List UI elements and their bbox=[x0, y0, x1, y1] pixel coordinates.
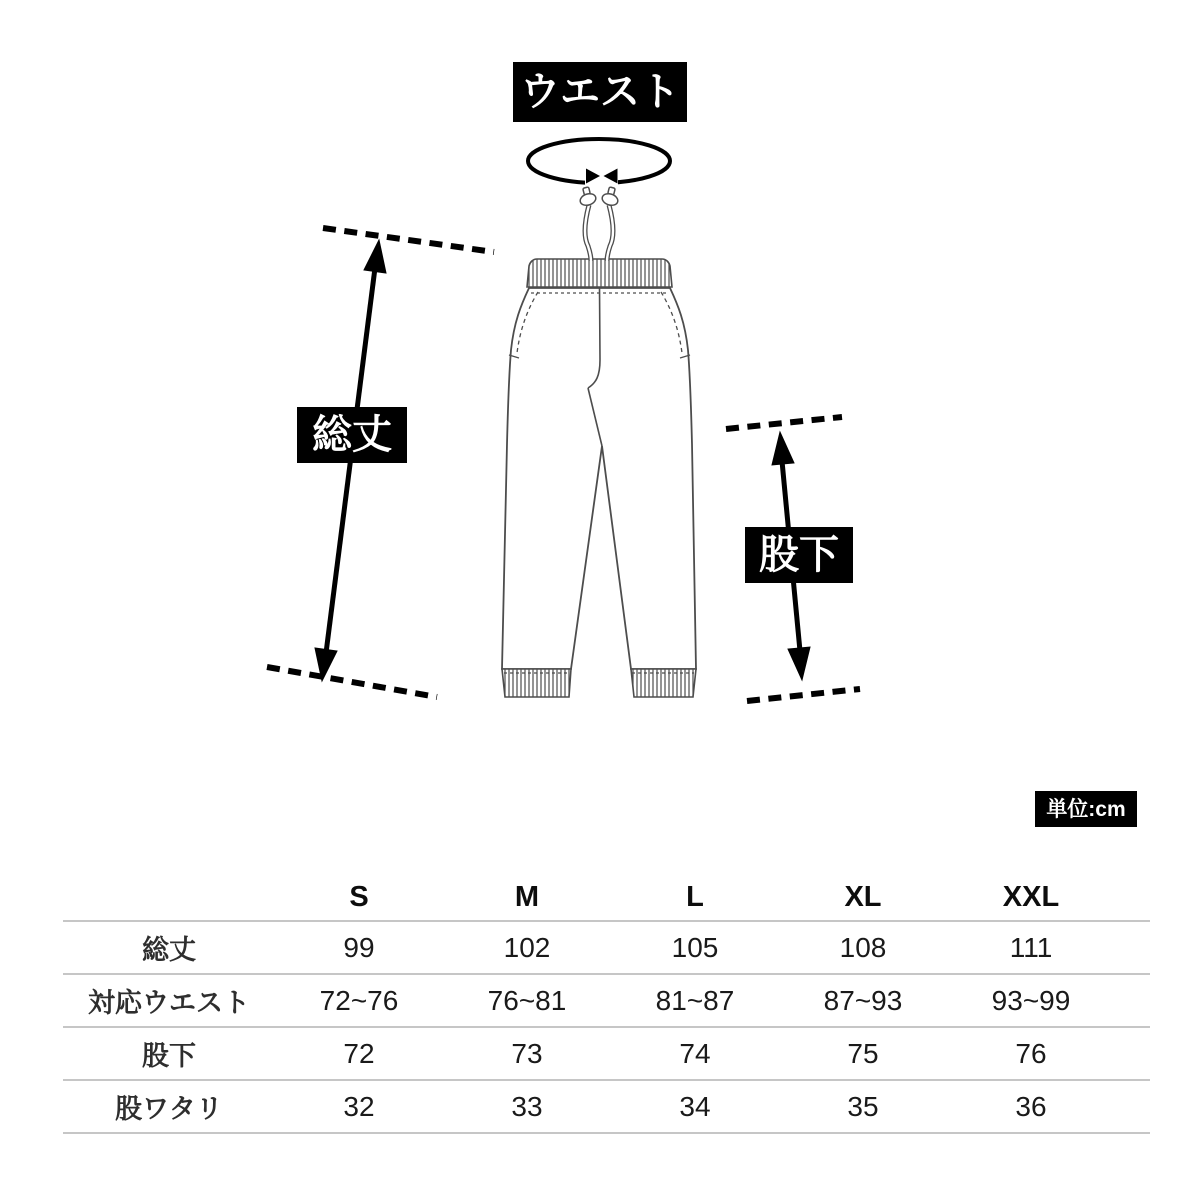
spacer-cell bbox=[1115, 921, 1150, 974]
table-cell: 74 bbox=[611, 1027, 779, 1080]
row-label: 総丈 bbox=[63, 921, 275, 974]
drawstring bbox=[579, 187, 620, 261]
spacer-cell bbox=[1115, 874, 1150, 921]
table-cell: 75 bbox=[779, 1027, 947, 1080]
table-cell: 111 bbox=[947, 921, 1115, 974]
waist-label: ウエスト bbox=[513, 62, 687, 122]
table-cell: 81~87 bbox=[611, 974, 779, 1027]
table-row-fit-waist bbox=[63, 974, 1150, 1027]
table-row-thigh-width bbox=[63, 1080, 1150, 1133]
row-label: 股ワタリ bbox=[63, 1080, 275, 1133]
table-row-total-length bbox=[63, 921, 1150, 974]
size-header-row bbox=[63, 874, 1150, 921]
row-label: 対応ウエスト bbox=[63, 974, 275, 1027]
table-cell: 102 bbox=[443, 921, 611, 974]
table-cell: 35 bbox=[779, 1080, 947, 1133]
table-cell: 76~81 bbox=[443, 974, 611, 1027]
spacer-cell bbox=[1115, 1080, 1150, 1133]
table-cell: 72~76 bbox=[275, 974, 443, 1027]
total-length-top-extension bbox=[323, 228, 494, 252]
table-cell: 105 bbox=[611, 921, 779, 974]
drawstring-aglets bbox=[579, 187, 620, 207]
table-cell: 87~93 bbox=[779, 974, 947, 1027]
table-cell: 73 bbox=[443, 1027, 611, 1080]
waistband bbox=[527, 259, 672, 287]
size-col-s: S bbox=[275, 874, 443, 921]
row-label: 股下 bbox=[63, 1027, 275, 1080]
corner-cell bbox=[63, 874, 275, 921]
table-cell: 108 bbox=[779, 921, 947, 974]
table-cell: 76 bbox=[947, 1027, 1115, 1080]
size-col-m: M bbox=[443, 874, 611, 921]
size-col-xxl: XXL bbox=[947, 874, 1115, 921]
table-cell: 32 bbox=[275, 1080, 443, 1133]
spacer-cell bbox=[1115, 1027, 1150, 1080]
total-length-label: 総丈 bbox=[297, 407, 407, 463]
table-cell: 33 bbox=[443, 1080, 611, 1133]
size-table bbox=[63, 874, 1150, 1134]
size-col-l: L bbox=[611, 874, 779, 921]
table-cell: 72 bbox=[275, 1027, 443, 1080]
spacer-cell bbox=[1115, 974, 1150, 1027]
pants-body bbox=[502, 286, 696, 669]
size-col-xl: XL bbox=[779, 874, 947, 921]
table-cell: 99 bbox=[275, 921, 443, 974]
inseam-top-extension bbox=[726, 417, 842, 429]
unit-badge: 単位:cm bbox=[1035, 791, 1137, 827]
inseam-label: 股下 bbox=[745, 527, 853, 583]
table-row-inseam bbox=[63, 1027, 1150, 1080]
inseam-bottom-extension bbox=[747, 689, 860, 701]
leg-cuffs bbox=[502, 669, 696, 697]
total-length-bottom-extension bbox=[267, 667, 437, 697]
waist-circumference-indicator bbox=[528, 139, 670, 186]
size-table-grid bbox=[63, 874, 1150, 1134]
table-cell: 93~99 bbox=[947, 974, 1115, 1027]
table-cell: 36 bbox=[947, 1080, 1115, 1133]
table-cell: 34 bbox=[611, 1080, 779, 1133]
